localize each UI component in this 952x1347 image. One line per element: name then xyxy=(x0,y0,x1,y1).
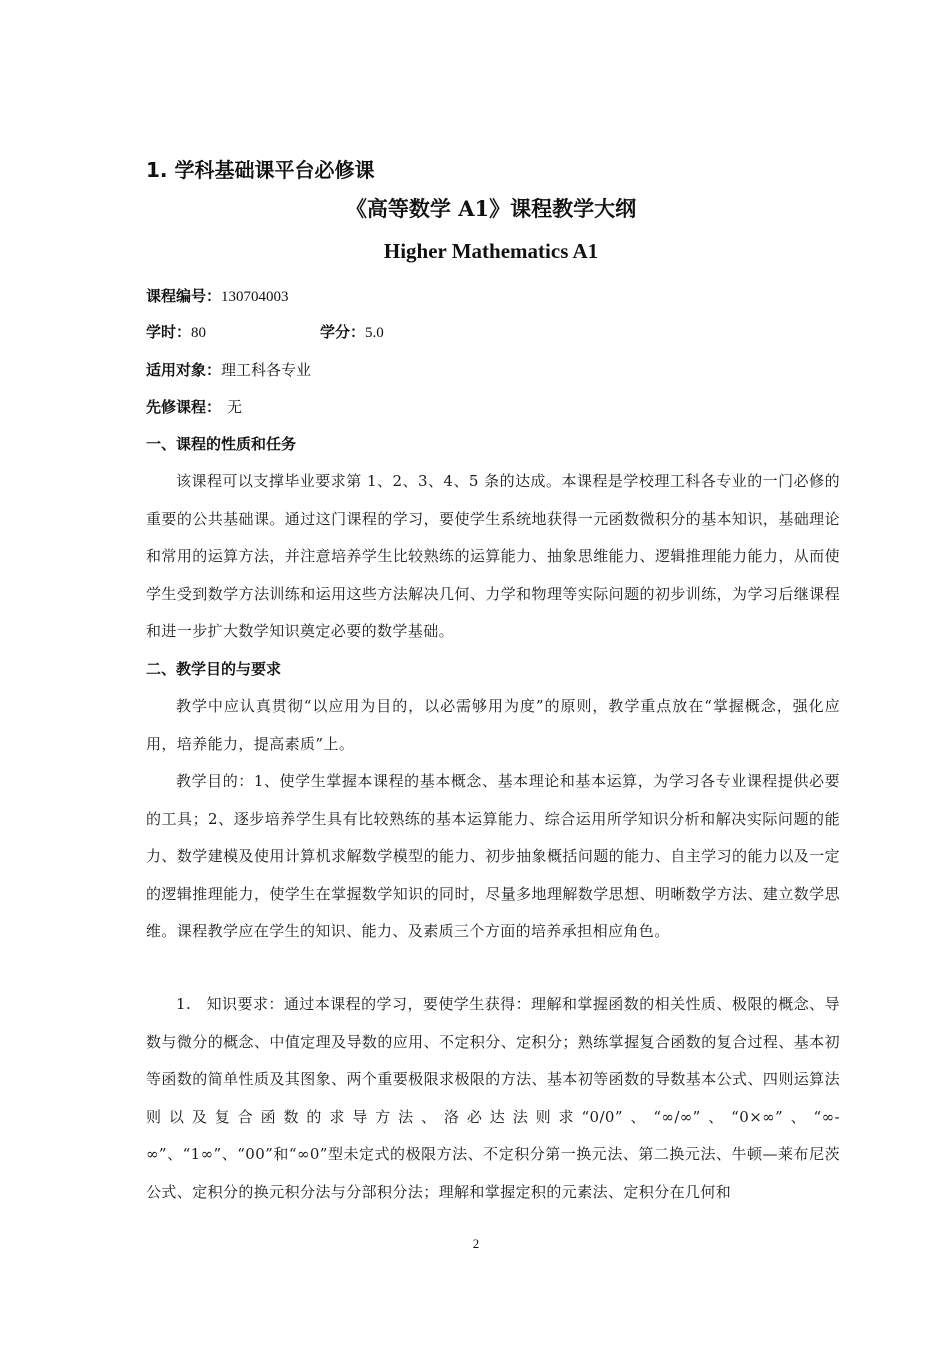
document-subtitle: Higher Mathematics A1 xyxy=(383,239,599,263)
credit-value: 5.0 xyxy=(365,325,384,341)
goals-heading: 二、教学目的与要求 xyxy=(146,660,282,678)
document-title: 《高等数学 A1》课程教学大纲 xyxy=(345,196,637,221)
target-value: 理工科各专业 xyxy=(221,363,312,379)
prereq-label: 先修课程： xyxy=(146,398,222,416)
hours-line xyxy=(146,321,206,344)
course-code-value: 130704003 xyxy=(221,289,289,305)
hours-value: 80 xyxy=(191,325,207,341)
target-label: 适用对象： xyxy=(146,361,222,379)
target-line xyxy=(146,359,311,382)
course-code-label: 课程编号： xyxy=(146,287,222,305)
knowledge-requirements-paragraph: 1. 知识要求：通过本课程的学习，要使学生获得：理解和掌握函数的相关性质、极限的概念、导数与微分的概念、中值定理及导数的应用、不定积分、定积分；熟练掌握复合函数的复合过程、基本初等函数的简单性质及其图象、两个重要极限求极限的方法、基本初等函数的导数基本公式、四则运算法则以及复合函数的求导方法、洛必达法则求“0/0”、“∞/∞”、“0×∞”、“∞-∞”、“1∞”、“00”和“∞0”型未定式的极限方法、不定积分第一换元法、第二换元法、牛顿—莱布尼茨公式、定积分的换元积分法与分部积分法；理解和掌握定积的元素法、定积分在几何和 xyxy=(146,995,840,1201)
nature-paragraph: 该课程可以支撑毕业要求第 1、2、3、4、5 条的达成。本课程是学校理工科各专业的一门必修的重要的公共基础课。通过这门课程的学习，要使学生系统地获得一元函数微积分的基本知识，基础理论和常用的运算方法，并注意培养学生比较熟练的运算能力、抽象思维能力、逻辑推理能力能力，从而使学生受到数学方法训练和运用这些方法解决几何、力学和物理等实际问题的初步训练，为学习后继课程和进一步扩大数学知识奠定必要的数学基础。 xyxy=(146,472,840,640)
course-code-line xyxy=(146,285,289,308)
credit-line xyxy=(320,321,384,344)
goals-paragraph-2: 教学目的：1、使学生掌握本课程的基本概念、基本理论和基本运算，为学习各专业课程提供必要的工具；2、逐步培养学生具有比较熟练的基本运算能力、综合运用所学知识分析和解决实际问题的能力、数学建模及使用计算机求解数学模型的能力、初步抽象概括问题的能力、自主学习的能力以及一定的逻辑推理能力，使学生在掌握数学知识的同时，尽量多地理解数学思想、明晰数学方法、建立数学思维。课程教学应在学生的知识、能力、及素质三个方面的培养承担相应角色。 xyxy=(146,772,840,940)
section-heading: 1. 学科基础课平台必修课 xyxy=(146,158,375,182)
prereq-line xyxy=(146,396,242,419)
hours-label: 学时： xyxy=(146,323,192,341)
credit-label: 学分： xyxy=(320,323,366,341)
prereq-value: 无 xyxy=(227,400,243,416)
page-number: 2 xyxy=(472,1236,480,1251)
nature-heading: 一、课程的性质和任务 xyxy=(146,435,297,453)
goals-paragraph-1: 教学中应认真贯彻“以应用为目的，以必需够用为度”的原则，教学重点放在“掌握概念，强化应用，培养能力，提高素质”上。 xyxy=(146,697,840,753)
